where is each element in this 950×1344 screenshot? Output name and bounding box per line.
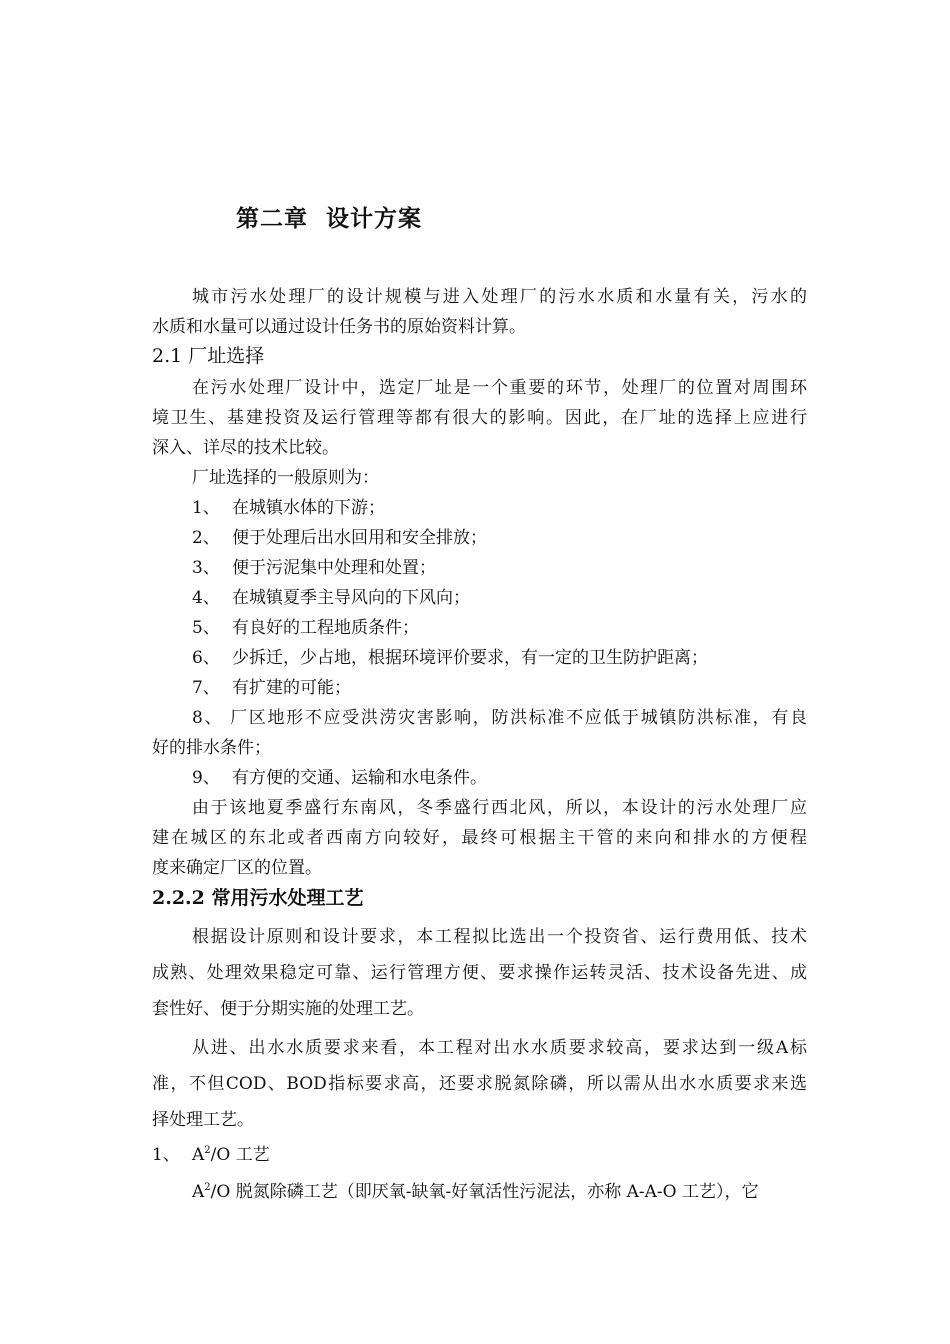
section-heading: 2.2.2 常用污水处理工艺	[152, 887, 364, 909]
list-item: 8、 厂区地形不应受洪涝灾害影响，防洪标准不应低于城镇防洪标准，有良	[192, 708, 807, 728]
paragraph-line: 从进、出水水质要求来看，本工程对出水水质要求较高，要求达到一级A标	[192, 1038, 807, 1058]
superscript: 2	[204, 1182, 211, 1193]
paragraph-line: 建在城区的东北或者西南方向较好，最终可根据主干管的来向和排水的方便程	[152, 828, 807, 848]
chapter-title: 第二章 设计方案	[236, 205, 423, 232]
process-name-prefix: A	[192, 1182, 205, 1202]
list-text: 在城镇夏季主导风向的下风向；	[232, 588, 470, 608]
process-name-suffix: /O 工艺	[210, 1145, 270, 1165]
process-name-prefix: A	[192, 1145, 205, 1165]
list-number: 7、	[192, 678, 220, 698]
paragraph-line	[192, 1181, 807, 1203]
list-text: 有方便的交通、运输和水电条件。	[232, 768, 487, 788]
list-text: 在城镇水体的下游；	[232, 498, 385, 518]
list-item	[192, 617, 807, 639]
list-number: 3、	[192, 558, 220, 578]
list-item	[192, 557, 807, 579]
list-number: 6、	[192, 648, 220, 668]
list-text: 便于污泥集中处理和处置；	[232, 558, 436, 578]
list-item	[192, 587, 807, 609]
list-number: 9、	[192, 768, 220, 788]
list-number: 1、	[152, 1145, 180, 1165]
paragraph-line: 在污水处理厂设计中，选定厂址是一个重要的环节，处理厂的位置对周围环	[192, 378, 807, 398]
list-number: 4、	[192, 588, 220, 608]
list-item	[192, 767, 807, 789]
list-text: 有良好的工程地质条件；	[232, 618, 419, 638]
list-item	[152, 1144, 807, 1166]
list-number: 1、	[192, 498, 220, 518]
intro-line: 水质和水量可以通过设计任务书的原始资料计算。	[152, 317, 526, 337]
list-item	[192, 677, 807, 699]
paragraph-line: 成熟、处理效果稳定可靠、运行管理方便、要求操作运转灵活、技术设备先进、成	[152, 963, 807, 983]
list-item-continuation: 好的排水条件；	[152, 738, 271, 758]
intro-line: 城市污水处理厂的设计规模与进入处理厂的污水水质和水量有关，污水的	[192, 287, 807, 307]
paragraph-line: 境卫生、基建投资及运行管理等都有很大的影响。因此，在厂址的选择上应进行	[152, 408, 807, 428]
superscript: 2	[204, 1145, 211, 1156]
list-item	[192, 497, 807, 519]
list-text: 有扩建的可能；	[232, 678, 351, 698]
section-heading: 2.1 厂址选择	[152, 345, 265, 367]
paragraph-line: 套性好、便于分期实施的处理工艺。	[152, 999, 424, 1019]
paragraph-line: 度来确定厂区的位置。	[152, 858, 322, 878]
list-item	[192, 647, 807, 669]
list-text: 便于处理后出水回用和安全排放；	[232, 528, 487, 548]
list-text: 少拆迁，少占地，根据环境评价要求，有一定的卫生防护距离；	[232, 648, 708, 668]
paragraph-line: 准，不但COD、BOD指标要求高，还要求脱氮除磷，所以需从出水水质要求来选	[152, 1074, 807, 1094]
paragraph-line: 由于该地夏季盛行东南风，冬季盛行西北风，所以，本设计的污水处理厂应	[192, 798, 807, 818]
list-number: 2、	[192, 528, 220, 548]
paragraph-line: 根据设计原则和设计要求，本工程拟比选出一个投资省、运行费用低、技术	[192, 927, 807, 947]
paragraph-line: 厂址选择的一般原则为：	[192, 468, 379, 488]
paragraph-line: 深入、详尽的技术比较。	[152, 438, 339, 458]
list-number: 5、	[192, 618, 220, 638]
paragraph-line: 择处理工艺。	[152, 1110, 254, 1130]
process-description: /O 脱氮除磷工艺（即厌氧-缺氧-好氧活性污泥法，亦称 A-A-O 工艺），它	[210, 1182, 759, 1202]
list-item	[192, 527, 807, 549]
